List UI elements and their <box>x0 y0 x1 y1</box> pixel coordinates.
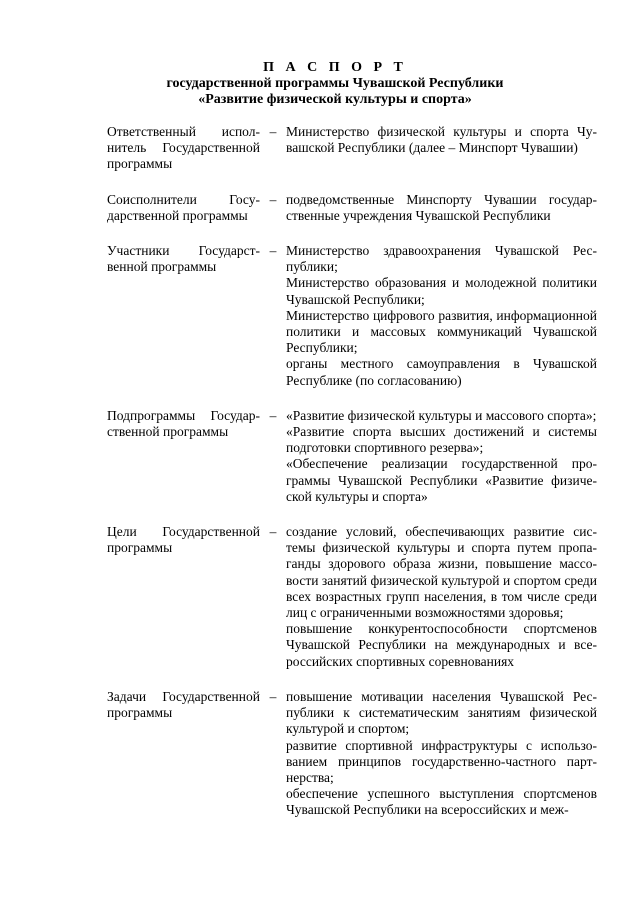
row-content <box>286 524 597 670</box>
program-title-line: «Развитие физической культуры и спорта» <box>198 92 472 107</box>
row-paragraph: повышение конкурентоспособности спортсменов Чувашской Республики на международных и всероссийских спортивных соревнованиях <box>286 621 597 669</box>
row-content <box>286 243 597 389</box>
row-paragraph: Министерство физической культуры и спорта Чувашской Республики (далее – Минспорт Чувашии) <box>286 124 597 156</box>
program-name-line: государственной программы Чувашской Республики <box>166 76 504 91</box>
row-coexecutors <box>107 192 597 224</box>
row-paragraph: повышение мотивации населения Чувашской Республики к систематическим занятиям физической культурой и спортом; <box>286 688 597 737</box>
row-dash: – <box>269 688 277 704</box>
row-dash: – <box>269 191 277 207</box>
row-label: Цели Государственной программы <box>107 524 260 556</box>
row-participants <box>107 243 597 389</box>
row-paragraph: органы местного самоуправления в Чувашской Республике (по согласованию) <box>286 356 597 388</box>
row-subprograms <box>107 408 597 505</box>
row-paragraph: подведомственные Минспорту Чувашии государственные учреждения Чувашской Республики <box>286 191 597 223</box>
row-paragraph: «Обеспечение реализации государственной программы Чувашской Республики «Развитие физической культуры и спорта» <box>286 456 597 504</box>
row-paragraph: Министерство цифрового развития, информационной политики и массовых коммуникаций Чувашской Республики; <box>286 307 597 356</box>
row-content <box>286 408 597 505</box>
row-dash: – <box>269 407 277 423</box>
row-label: Задачи Государственной программы <box>107 688 260 721</box>
row-tasks <box>107 689 597 819</box>
row-content <box>286 124 597 173</box>
row-paragraph: «Развитие спорта высших достижений и системы подготовки спортивного резерва»; <box>286 424 597 456</box>
row-responsible <box>107 124 597 173</box>
row-paragraph: обеспечение успешного выступления спортсменов Чувашской Республики на всероссийских и меж- <box>286 786 597 818</box>
row-content <box>286 689 597 819</box>
row-label: Соисполнители Государственной программы <box>107 191 260 223</box>
row-paragraph: развитие спортивной инфраструктуры с использованием принципов государственно-частного партнерства; <box>286 737 597 785</box>
passport-header <box>0 60 640 108</box>
passport-title: П А С П О Р Т <box>263 60 407 75</box>
row-paragraph: «Развитие физической культуры и массового спорта»; <box>286 407 597 423</box>
row-label: Ответственный исполнитель Государственной программы <box>107 124 260 172</box>
row-paragraph: создание условий, обеспечивающих развитие системы физической культуры и спорта путем пропаганды здорового образа жизни, повышение массовости занятий физической культурой и спортом среди всех возрастных групп населения, в том числе среди лиц с ограниченными возможностями здоровья; <box>286 524 597 621</box>
row-label: Подпрограммы Государственной программы <box>107 407 260 440</box>
row-dash: – <box>269 243 277 259</box>
passport-table <box>107 124 597 838</box>
row-content <box>286 192 597 224</box>
row-label: Участники Государственной программы <box>107 243 260 275</box>
row-paragraph: Министерство образования и молодежной политики Чувашской Республики; <box>286 275 597 307</box>
row-dash: – <box>269 124 277 139</box>
row-goals <box>107 524 597 670</box>
row-paragraph: Министерство здравоохранения Чувашской Республики; <box>286 243 597 275</box>
row-dash: – <box>269 524 277 540</box>
